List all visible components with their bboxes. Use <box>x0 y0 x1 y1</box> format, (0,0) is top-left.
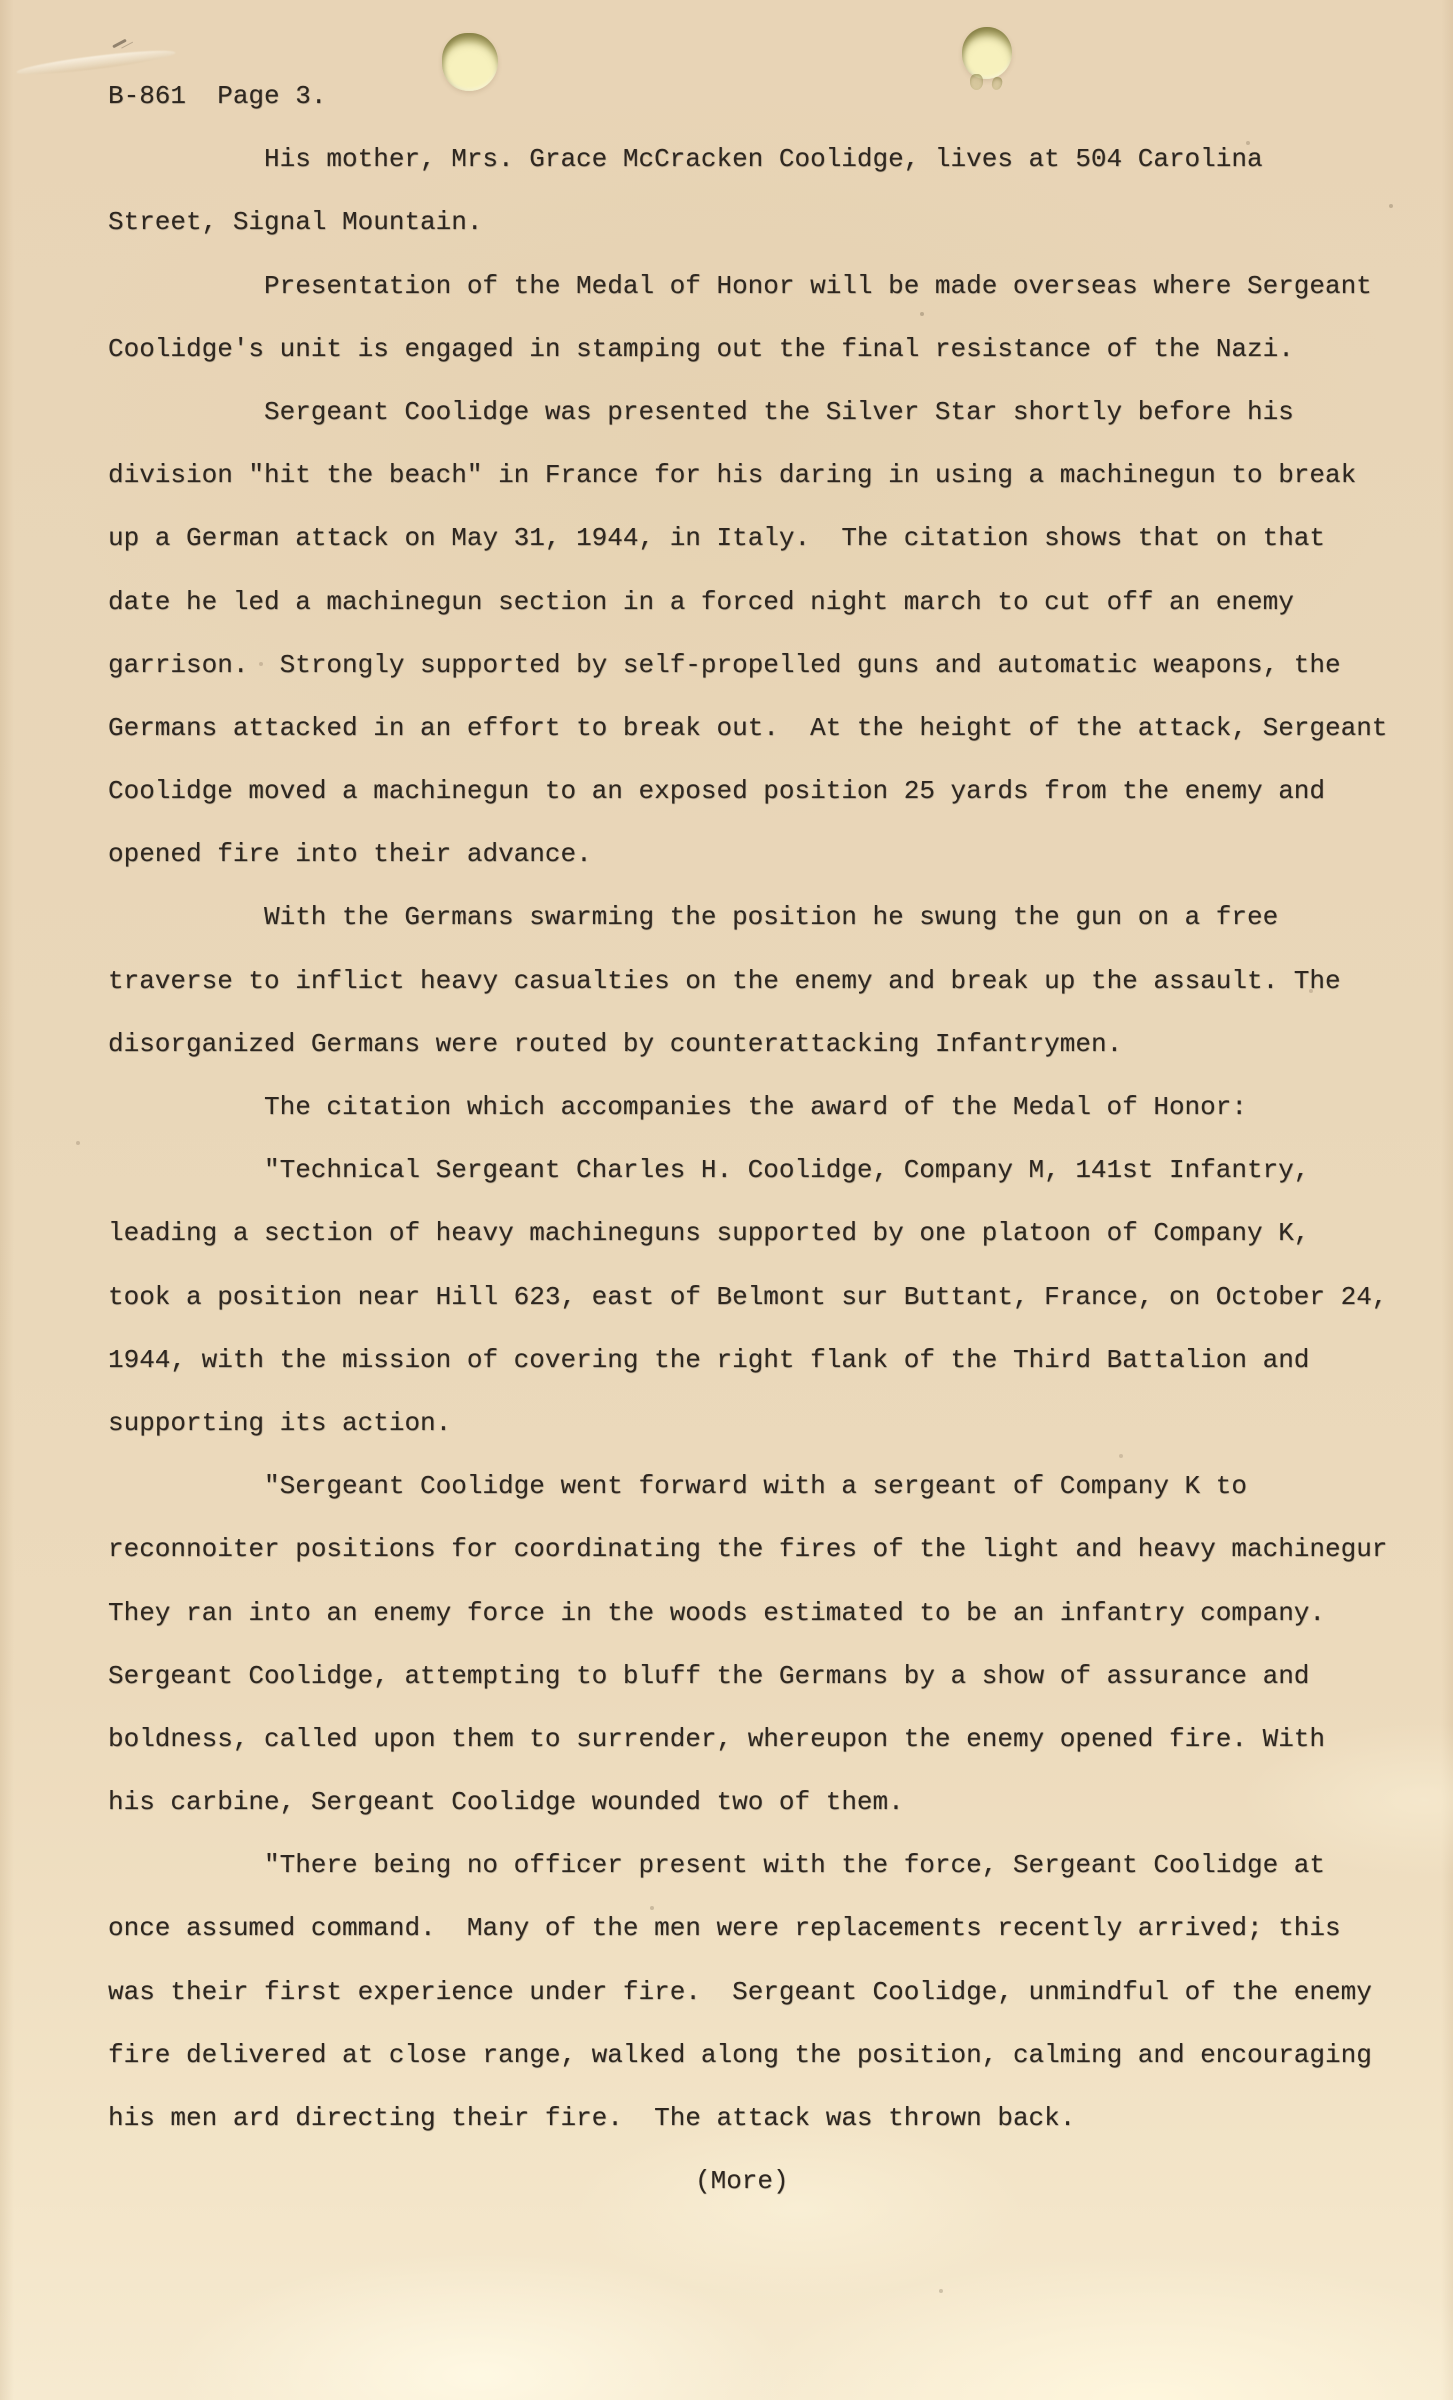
text-line: His mother, Mrs. Grace McCracken Coolidge, lives at 504 Carolina <box>264 144 1263 175</box>
text-line: once assumed command. Many of the men were replacements recently arrived; this <box>108 1913 1341 1944</box>
text-line: was their first experience under fire. Sergeant Coolidge, unmindful of the enemy <box>108 1976 1372 2007</box>
text-line: opened fire into their advance. <box>108 839 592 870</box>
text-line: Coolidge moved a machinegun to an exposed position 25 yards from the enemy and <box>108 776 1325 807</box>
text-line: fire delivered at close range, walked along the position, calming and encouraging <box>108 2039 1372 2070</box>
paper-specks <box>0 0 2 2</box>
text-line: his carbine, Sergeant Coolidge wounded two of them. <box>108 1787 904 1818</box>
text-line: traverse to inflict heavy casualties on the enemy and break up the assault. The <box>108 965 1341 996</box>
text-line: Germans attacked in an effort to break out. At the height of the attack, Sergeant <box>108 712 1388 743</box>
page-header-line: B-861 Page 3. <box>108 81 327 111</box>
document-lines <box>108 65 1438 2213</box>
text-line: garrison. Strongly supported by self-propelled guns and automatic weapons, the <box>108 649 1341 680</box>
text-line: Street, Signal Mountain. <box>108 207 483 238</box>
text-line: date he led a machinegun section in a forced night march to cut off an enemy <box>108 586 1294 617</box>
text-line: With the Germans swarming the position he swung the gun on a free <box>264 902 1279 933</box>
text-line: leading a section of heavy machineguns supported by one platoon of Company K, <box>108 1218 1310 1249</box>
text-line: Coolidge's unit is engaged in stamping out the final resistance of the Nazi. <box>108 333 1294 364</box>
text-line: Sergeant Coolidge, attempting to bluff the Germans by a show of assurance and <box>108 1660 1310 1691</box>
text-line: Sergeant Coolidge was presented the Silver Star shortly before his <box>264 396 1294 427</box>
text-line: disorganized Germans were routed by counterattacking Infantrymen. <box>108 1028 1123 1059</box>
text-line: boldness, called upon them to surrender, whereupon the enemy opened fire. With <box>108 1723 1325 1754</box>
text-line: up a German attack on May 31, 1944, in Italy. The citation shows that on that <box>108 523 1325 554</box>
text-line: his men ard directing their fire. The attack was thrown back. <box>108 2103 1076 2133</box>
text-line: 1944, with the mission of covering the right flank of the Third Battalion and <box>108 1344 1310 1375</box>
text-line: took a position near Hill 623, east of Belmont sur Buttant, France, on October 24, <box>108 1281 1388 1312</box>
text-line: supporting its action. <box>108 1407 452 1438</box>
text-line: They ran into an enemy force in the woods estimated to be an infantry company. <box>108 1597 1325 1628</box>
text-line: "Sergeant Coolidge went forward with a sergeant of Company K to <box>264 1471 1247 1502</box>
text-line: The citation which accompanies the award of the Medal of Honor: <box>264 1092 1247 1122</box>
text-line: division "hit the beach" in France for his daring in using a machinegun to break <box>108 460 1357 491</box>
pencil-mark <box>112 39 127 49</box>
text-line: reconnoiter positions for coordinating the fires of the light and heavy machinegur <box>108 1534 1388 1565</box>
text-line: "Technical Sergeant Charles H. Coolidge, Company M, 141st Infantry, <box>264 1155 1310 1186</box>
more-indicator: (More) <box>695 2166 789 2197</box>
text-line: Presentation of the Medal of Honor will be made overseas where Sergeant <box>264 270 1372 301</box>
text-line: "There being no officer present with the force, Sergeant Coolidge at <box>264 1850 1325 1881</box>
